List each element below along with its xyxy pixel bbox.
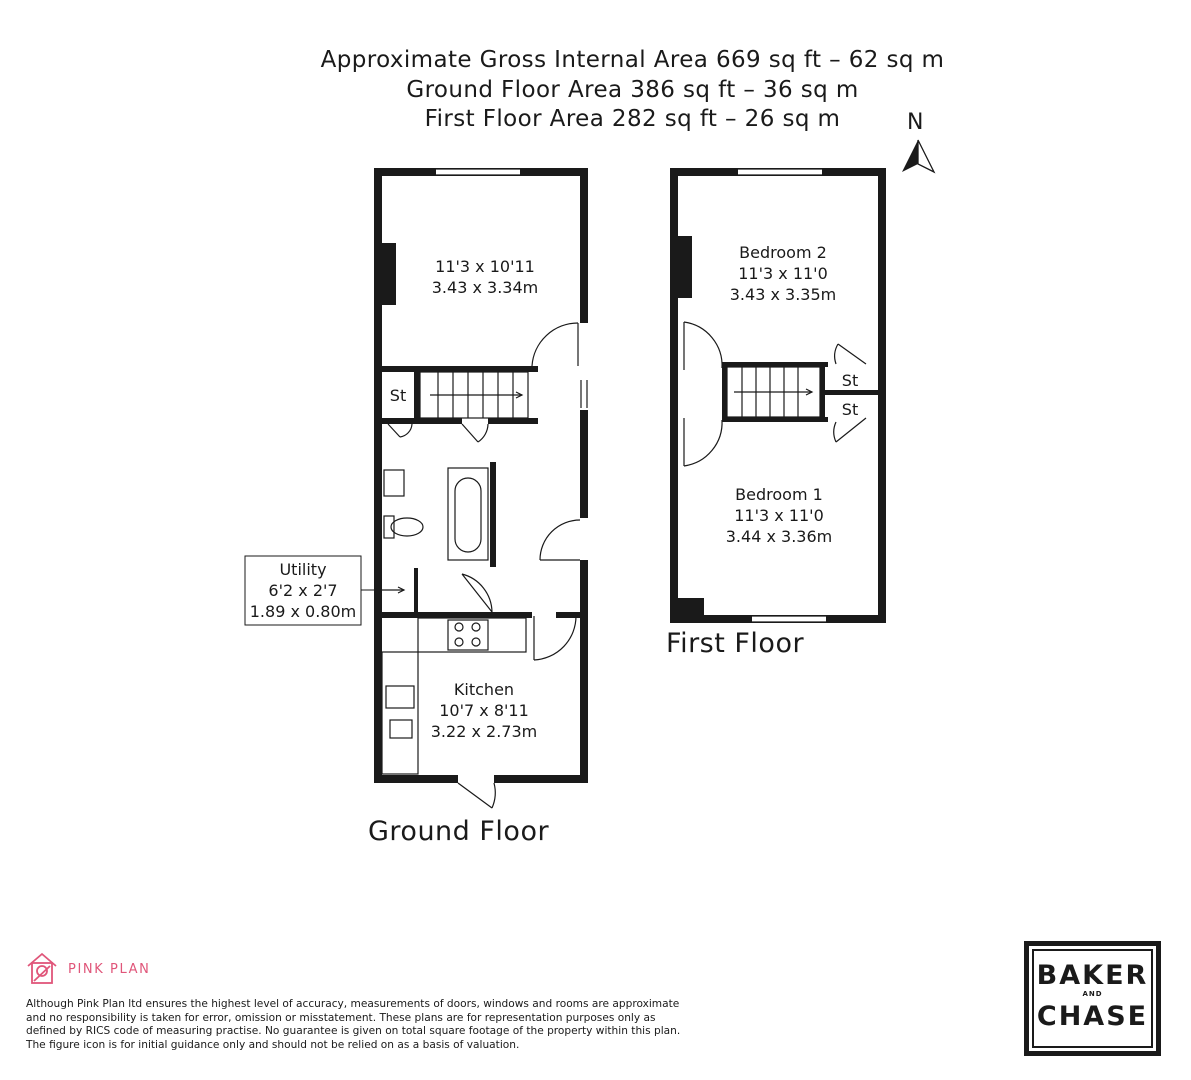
utility-label [245, 559, 361, 622]
logo-line-chase: CHASE [1036, 1001, 1149, 1032]
first-floor-title: First Floor [666, 628, 805, 659]
ground-floor-area-heading: Ground Floor Area 386 sq ft – 36 sq m [406, 77, 859, 103]
kitchen-dims-imperial: 10'7 x 8'11 [439, 701, 529, 720]
bedroom1-name: Bedroom 1 [735, 485, 823, 504]
logo-line-and: AND [1082, 990, 1103, 998]
utility-name: Utility [279, 560, 327, 579]
store-lower-label: St [841, 400, 859, 419]
store-label: St [389, 386, 407, 405]
pink-plan-brand: PINK PLAN [68, 962, 151, 977]
pink-plan-logo-icon [28, 954, 56, 983]
first-floor-area-heading: First Floor Area 282 sq ft – 26 sq m [424, 106, 841, 132]
bedroom2-dims-metric: 3.43 x 3.35m [729, 285, 837, 304]
bedroom2-name: Bedroom 2 [739, 243, 827, 262]
kitchen-dims-metric: 3.22 x 2.73m [430, 722, 538, 741]
bedroom2-label [708, 242, 858, 305]
ground-floor-title: Ground Floor [368, 816, 550, 847]
kitchen-label [414, 679, 554, 742]
first-floor-fixtures [684, 169, 866, 622]
front-room-dims-metric: 3.43 x 3.34m [431, 278, 539, 297]
front-room-dims-imperial: 11'3 x 10'11 [435, 257, 535, 276]
store-upper-label: St [841, 371, 859, 390]
bedroom1-dims-imperial: 11'3 x 11'0 [734, 506, 824, 525]
gross-area-heading: Approximate Gross Internal Area 669 sq ft – 62 sq m [320, 47, 945, 73]
bedroom2-dims-imperial: 11'3 x 11'0 [738, 264, 828, 283]
utility-dims-metric: 1.89 x 0.80m [249, 602, 357, 621]
bedroom1-label [704, 484, 854, 547]
bedroom1-dims-metric: 3.44 x 3.36m [725, 527, 833, 546]
kitchen-name: Kitchen [453, 680, 515, 699]
first-floor-walls [670, 168, 886, 623]
north-label: N [907, 110, 924, 135]
front-room-label [410, 256, 560, 298]
north-compass-arrow [902, 140, 934, 172]
baker-and-chase-logo [1024, 941, 1161, 1056]
utility-dims-imperial: 6'2 x 2'7 [268, 581, 338, 600]
logo-line-baker: BAKER [1036, 960, 1149, 991]
disclaimer-text: Although Pink Plan ltd ensures the highest level of accuracy, measurements of doors, windows and rooms are approximate and no responsibility is taken for error, omission or misstatement. These plans are for representation purposes only as defined by RICS code of measuring practise. No guarantee is given on total square footage of the property within this plan. The figure icon is for initial guidance only and should not be relied on as a basis of valuation. [26, 998, 681, 1051]
